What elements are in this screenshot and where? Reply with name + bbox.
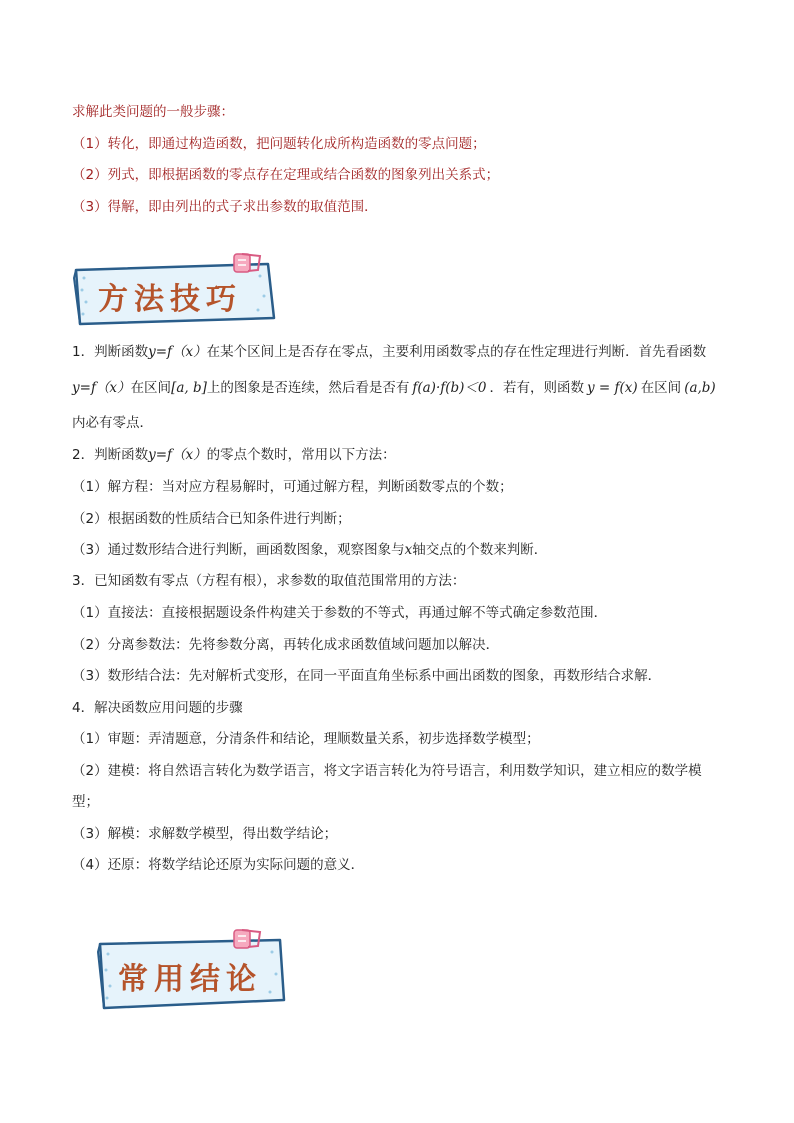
method-2-item-2: （2）根据函数的性质结合已知条件进行判断； — [72, 511, 351, 527]
intro-step-2: （2）列式，即根据函数的零点存在定理或结合函数的图象列出关系式； — [72, 167, 500, 183]
method-2-heading: 2．判断函数y=f（x）的零点个数时，常用以下方法： — [72, 447, 396, 463]
section-banner-conclusions — [92, 932, 292, 1012]
intro-step-1: （1）转化，即通过构造函数，把问题转化成所构造函数的零点问题； — [72, 136, 486, 152]
method-3-item-3: （3）数形结合法：先对解析式变形，在同一平面直角坐标系中画出函数的图象，再数形结合求解． — [72, 668, 662, 684]
paper-clip-icon — [228, 926, 268, 952]
method-4-item-4: （4）还原：将数学结论还原为实际问题的意义． — [72, 857, 365, 873]
paper-clip-icon — [228, 250, 268, 276]
method-3-item-2: （2）分离参数法：先将参数分离，再转化成求函数值域问题加以解决． — [72, 637, 500, 653]
method-3-heading: 3．已知函数有零点（方程有根），求参数的取值范围常用的方法： — [72, 573, 466, 589]
method-2-item-3: （3）通过数形结合进行判断，画函数图象，观察图象与x轴交点的个数来判断． — [72, 542, 548, 558]
method-4-item-2-line-1: （2）建模：将自然语言转化为数学语言，将文字语言转化为符号语言，利用数学知识，建立相应的数学模 — [72, 763, 702, 779]
method-3-item-1: （1）直接法：直接根据题设条件构建关于参数的不等式，再通过解不等式确定参数范围． — [72, 605, 608, 621]
method-4-heading: 4．解决函数应用问题的步骤 — [72, 700, 243, 716]
method-4-item-2-line-2: 型； — [72, 794, 99, 810]
method-1-line-1: 1．判断函数y=f（x）在某个区间上是否存在零点，主要利用函数零点的存在性定理进行判断．首先看函数 — [72, 344, 707, 360]
banner-title-conclusions: 常用结论 — [118, 962, 262, 997]
intro-step-3: （3）得解，即由列出的式子求出参数的取值范围． — [72, 199, 378, 215]
method-2-item-1: （1）解方程：当对应方程易解时，可通过解方程，判断函数零点的个数； — [72, 479, 513, 495]
method-1-line-2: y=f（x）在区间[a, b]上的图象是否连续，然后看是否有 f(a)·f(b)＜0 ．若有，则函数 y = f(x) 在区间 (a,b) — [72, 380, 716, 396]
intro-heading: 求解此类问题的一般步骤： — [72, 104, 234, 120]
section-banner-methods — [70, 256, 282, 328]
banner-title-methods: 方法技巧 — [98, 282, 242, 317]
method-4-item-3: （3）解模：求解数学模型，得出数学结论； — [72, 826, 338, 842]
method-1-line-3: 内必有零点． — [72, 415, 153, 431]
method-4-item-1: （1）审题：弄清题意，分清条件和结论，理顺数量关系，初步选择数学模型； — [72, 731, 540, 747]
